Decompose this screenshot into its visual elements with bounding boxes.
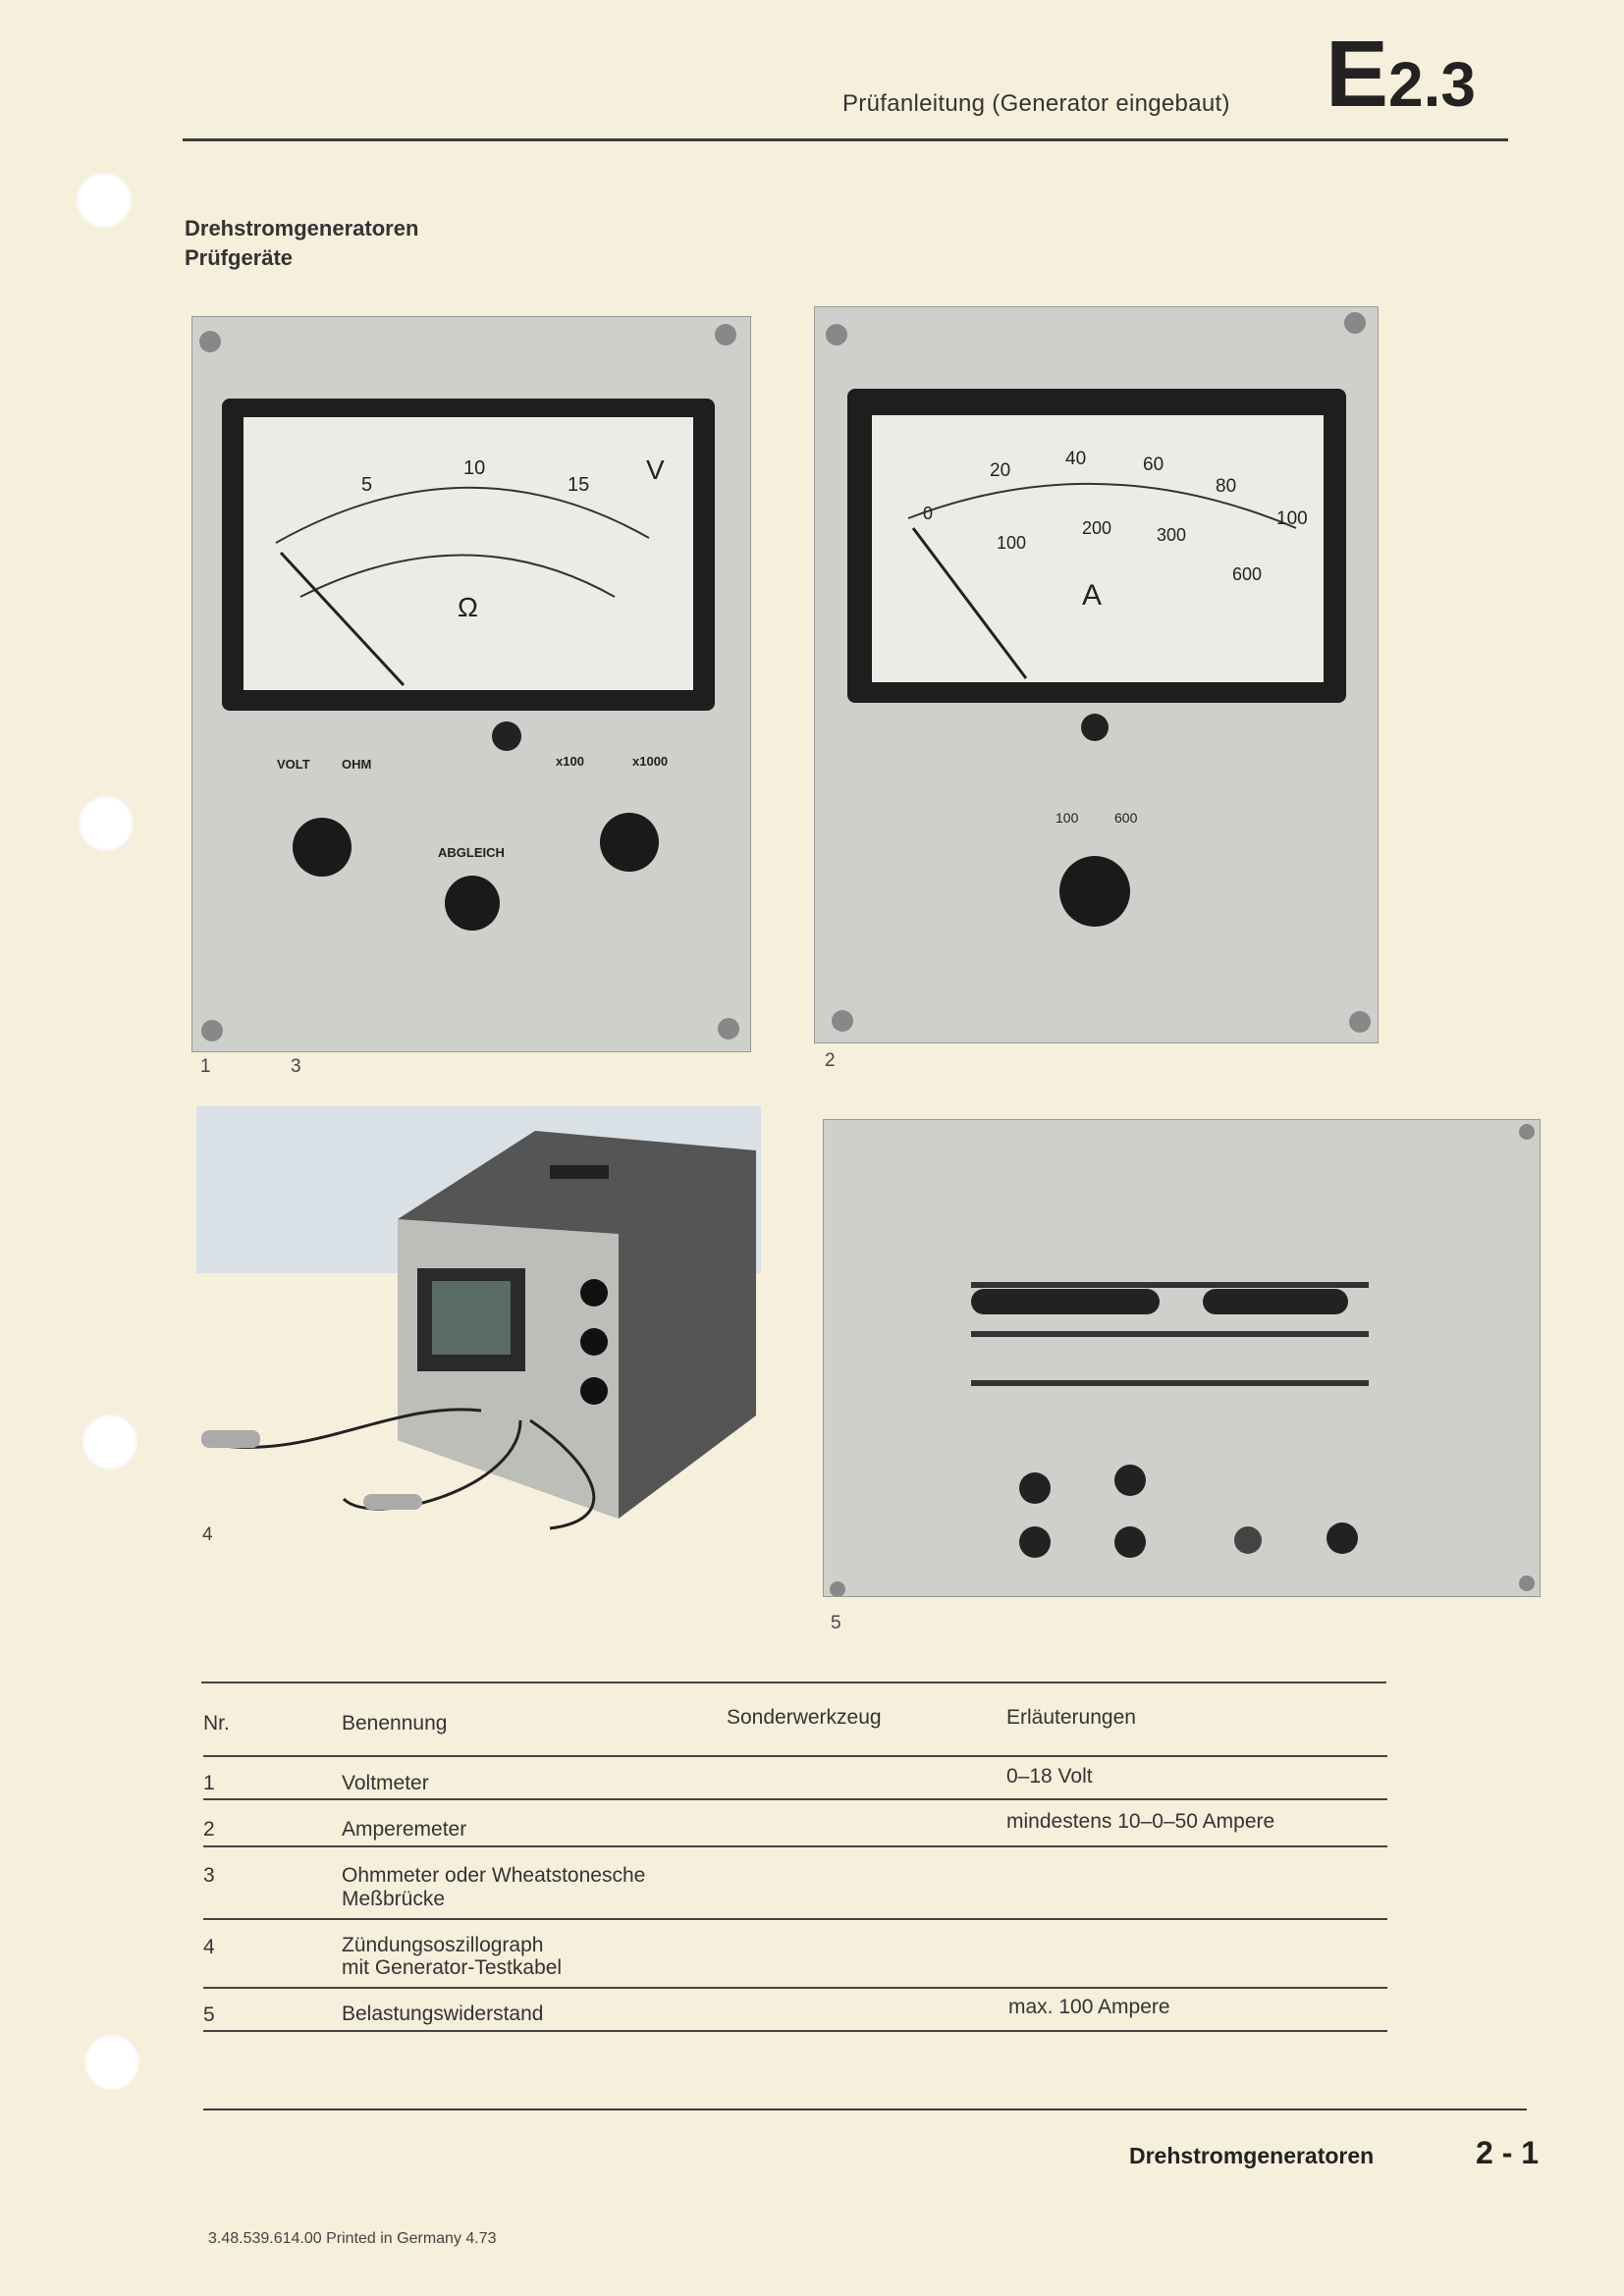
punch-hole-1 [77,173,132,228]
amp-scale-60: 60 [1143,454,1164,475]
table-row-4-nr: 4 [203,1936,215,1958]
table-row-2-rule [203,1845,1387,1847]
table-row-2-nr: 2 [203,1818,215,1841]
voltmeter-drawing [192,317,750,1051]
amp-bottom-100: 100 [997,533,1027,553]
table-header-benennung: Benennung [342,1712,448,1735]
amp-scale-80: 80 [1216,476,1237,497]
table-row-2-benennung: Amperemeter [342,1818,467,1841]
amperemeter-unit: A [1082,579,1103,612]
fig-label-2: 2 [825,1050,836,1071]
table-row-4-benennung: Zündungsoszillograph [342,1934,544,1956]
voltmeter-photo [191,316,751,1052]
load-resistor-drawing [824,1120,1540,1596]
table-header-sonderwerkzeug: Sonderwerkzeug [727,1706,882,1729]
section-digits: 2.3 [1388,49,1476,120]
table-row-3-benennung-2: Meßbrücke [342,1888,446,1910]
fig-label-5: 5 [831,1613,841,1633]
table-row-1-erlaeuterungen: 0–18 Volt [1006,1765,1093,1788]
amperemeter-photo [814,306,1379,1043]
ohm-switch-label: OHM [342,757,372,772]
oscillograph-drawing [196,1106,761,1538]
table-row-1-nr: 1 [203,1772,215,1794]
amp-scale-100: 100 [1276,508,1308,529]
footer-rule [203,2109,1527,2110]
voltmeter-scale-10: 10 [463,457,486,479]
range-600-label: 600 [1114,810,1138,826]
voltmeter-scale-15: 15 [568,474,590,496]
header-title: Prüfanleitung (Generator eingebaut) [842,90,1230,117]
table-row-5-benennung: Belastungswiderstand [342,2002,544,2025]
fig-label-1: 1 [200,1056,211,1077]
table-row-3-nr: 3 [203,1864,215,1887]
footer-title: Drehstromgeneratoren [1129,2143,1375,2168]
table-header-nr: Nr. [203,1712,230,1735]
table-top-rule [201,1682,1386,1683]
section-number [1326,22,1476,127]
punch-hole-3 [82,1415,137,1469]
abgleich-label: ABGLEICH [438,845,505,860]
print-line: 3.48.539.614.00 Printed in Germany 4.73 [208,2230,497,2247]
section-letter: E [1326,22,1389,127]
table-row-4-rule [203,1987,1387,1989]
table-row-1-benennung: Voltmeter [342,1772,429,1794]
amp-bottom-600: 600 [1232,564,1263,584]
amperemeter-drawing [815,307,1378,1042]
load-resistor-photo [823,1119,1541,1597]
table-row-3-rule [203,1918,1387,1920]
x1000-label: x1000 [632,754,669,769]
fig-label-4: 4 [202,1524,213,1545]
table-row-5-erlaeuterungen: max. 100 Ampere [1008,1996,1170,2018]
subtitle-line-1: Drehstromgeneratoren [185,216,419,240]
amp-bottom-300: 300 [1157,525,1187,545]
fig-label-3: 3 [291,1056,301,1077]
table-header-erlaeuterungen: Erläuterungen [1006,1706,1136,1729]
table-row-5-nr: 5 [203,2003,215,2026]
voltmeter-scale-5: 5 [361,474,373,496]
table-row-4-benennung-2: mit Generator-Testkabel [342,1956,563,1979]
range-100-label: 100 [1056,810,1079,826]
amp-scale-20: 20 [990,460,1011,481]
page-number: 2 - 1 [1476,2135,1540,2170]
volt-switch-label: VOLT [277,757,310,772]
amp-scale-40: 40 [1065,449,1087,469]
table-row-3-benennung: Ohmmeter oder Wheatstonesche [342,1864,646,1887]
subtitle [185,214,418,273]
subtitle-line-2: Prüfgeräte [185,245,294,270]
header-rule [183,138,1508,141]
punch-hole-4 [84,2035,139,2090]
amp-zero: 0 [923,504,934,523]
punch-hole-2 [79,796,134,851]
oscillograph-photo [196,1106,761,1538]
ohm-symbol: Ω [458,592,478,622]
table-row-2-erlaeuterungen: mindestens 10–0–50 Ampere [1006,1810,1275,1833]
table-header-rule [203,1755,1387,1757]
table-row-1-rule [203,1798,1387,1800]
x100-label: x100 [556,754,584,769]
voltmeter-unit: V [646,454,665,485]
amp-bottom-200: 200 [1082,518,1112,538]
table-bottom-rule [203,2030,1387,2032]
